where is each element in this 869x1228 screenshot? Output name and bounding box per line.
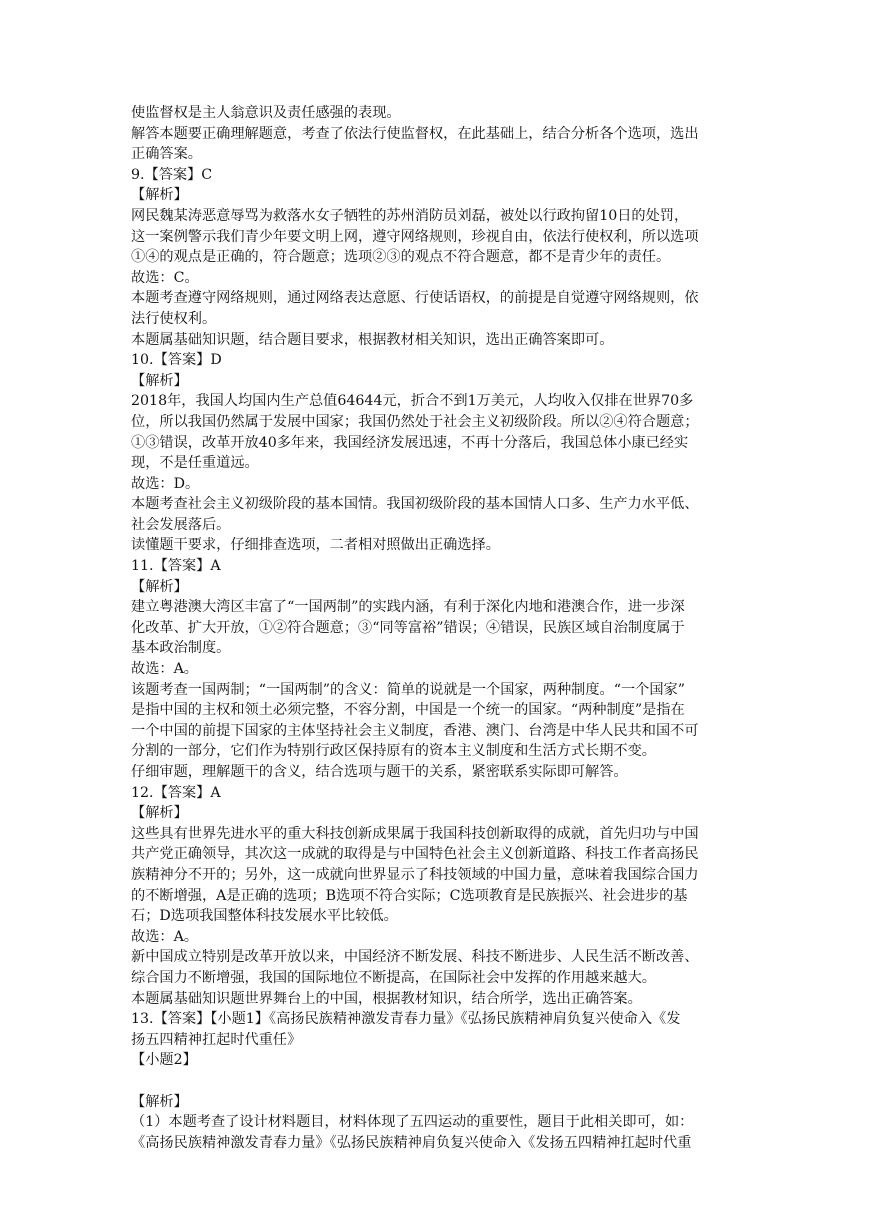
text-line: 一个中国的前提下国家的主体坚持社会主义制度，香港、澳门、台湾是中华人民共和国不可 — [131, 722, 699, 739]
text-line: 社会发展落后。 — [131, 516, 231, 533]
text-line: 位，所以我国仍然属于发展中国家；我国仍然处于社会主义初级阶段。所以②④符合题意； — [131, 413, 699, 430]
text-line: 该题考查一国两制；“一国两制”的含义：简单的说就是一个国家，两种制度。“一个国家” — [131, 681, 685, 698]
text-line: 石；D选项我国整体科技发展水平比较低。 — [131, 908, 398, 925]
text-line: 本题考查社会主义初级阶段的基本国情。我国初级阶段的基本国情人口多、生产力水平低、 — [131, 496, 699, 513]
text-line: 的不断增强，A是正确的选项；B选项不符合实际；C选项教育是民族振兴、社会进步的基 — [131, 887, 688, 904]
analysis-heading: 【解析】 — [131, 187, 188, 204]
text-line: 这些具有世界先进水平的重大科技创新成果属于我国科技创新取得的成就，首先归功与中国 — [131, 825, 699, 842]
answer-heading: 10.【答案】D — [131, 352, 222, 369]
text-line: 本题属基础知识题世界舞台上的中国，根据教材知识，结合所学，选出正确答案。 — [131, 990, 642, 1007]
text-line: ①④的观点是正确的，符合题意；选项②③的观点不符合题意，都不是青少年的责任。 — [131, 249, 671, 266]
text-line: 法行使权利。 — [131, 310, 217, 327]
text-line: 是指中国的主权和领土必须完整，不容分割，中国是一个统一的国家。“两种制度”是指在 — [131, 702, 685, 719]
text-line: （1）本题考查了设计材料题目，材料体现了五四运动的重要性，题目于此相关即可，如： — [131, 1114, 694, 1131]
analysis-heading: 【解析】 — [131, 805, 188, 822]
text-line: 解答本题要正确理解题意，考查了依法行使监督权，在此基础上，结合分析各个选项，选出 — [131, 125, 699, 142]
text-line: 2018年，我国人均国内生产总值64644元，折合不到1万美元，人均收入仅排在世界70多 — [131, 393, 694, 410]
analysis-heading: 【解析】 — [131, 1093, 188, 1110]
text-line: 建立粤港澳大湾区丰富了“一国两制”的实践内涵，有利于深化内地和港澳合作，进一步深 — [131, 599, 685, 616]
text-line: 族精神分不开的；另外，这一成就向世界显示了科技领域的中国力量，意味着我国综合国力 — [131, 866, 699, 883]
text-line: 网民魏某涛恶意辱骂为救落水女子牺牲的苏州消防员刘磊，被处以行政拘留10日的处罚， — [131, 207, 689, 224]
text-line: 故选：A。 — [131, 928, 198, 945]
answer-heading: 13.【答案】【小题1】《高扬民族精神激发青春力量》《弘扬民族精神肩负复兴使命入《发 — [131, 1011, 681, 1028]
text-line: 现，不是任重道远。 — [131, 455, 259, 472]
analysis-heading: 【解析】 — [131, 372, 188, 389]
answer-heading: 9.【答案】C — [131, 166, 213, 183]
document-page — [131, 103, 743, 1153]
text-line: 分割的一部分，它们作为特别行政区保持原有的资本主义制度和生活方式长期不变。 — [131, 743, 656, 760]
text-line: 故选：A。 — [131, 661, 198, 678]
text-line: 这一案例警示我们青少年要文明上网，遵守网络规则，珍视自由，依法行使权利，所以选项 — [131, 228, 699, 245]
text-line: 故选：D。 — [131, 475, 200, 492]
answer-heading: 11.【答案】A — [131, 558, 221, 575]
text-line: 综合国力不断增强，我国的国际地位不断提高，在国际社会中发挥的作用越来越大。 — [131, 969, 656, 986]
text-line: ①③错误，改革开放40多年来，我国经济发展迅速，不再十分落后，我国总体小康已经实 — [131, 434, 689, 451]
analysis-heading: 【解析】 — [131, 578, 188, 595]
text-line: 共产党正确领导，其次这一成就的取得是与中国特色社会主义创新道路、科技工作者高扬民 — [131, 846, 699, 863]
text-line: 本题考查遵守网络规则，通过网络表达意愿、行使话语权，的前提是自觉遵守网络规则，依 — [131, 290, 699, 307]
text-line: 《高扬民族精神激发青春力量》《弘扬民族精神肩负复兴使命入《发扬五四精神扛起时代重 — [131, 1134, 692, 1151]
subquestion-heading: 【小题2】 — [131, 1052, 197, 1069]
text-line: 本题属基础知识题，结合题目要求，根据教材相关知识，选出正确答案即可。 — [131, 331, 614, 348]
text-line: 扬五四精神扛起时代重任》 — [131, 1031, 302, 1048]
text-line: 新中国成立特别是改革开放以来，中国经济不断发展、科技不断进步、人民生活不断改善、 — [131, 949, 699, 966]
text-line: 基本政治制度。 — [131, 640, 231, 657]
text-line: 仔细审题，理解题干的含义，结合选项与题干的关系，紧密联系实际即可解答。 — [131, 764, 628, 780]
blank-line — [131, 1071, 743, 1092]
text-line: 使监督权是主人翁意识及责任感强的表现。 — [131, 105, 401, 121]
text-line: 正确答案。 — [131, 146, 202, 163]
text-line: 故选：C。 — [131, 269, 199, 286]
text-line: 读懂题干要求，仔细排查选项，二者相对照做出正确选择。 — [131, 537, 500, 554]
answer-heading: 12.【答案】A — [131, 784, 221, 801]
text-line: 化改革、扩大开放，①②符合题意；③“同等富裕”错误；④错误，民族区域自治制度属于 — [131, 619, 685, 636]
